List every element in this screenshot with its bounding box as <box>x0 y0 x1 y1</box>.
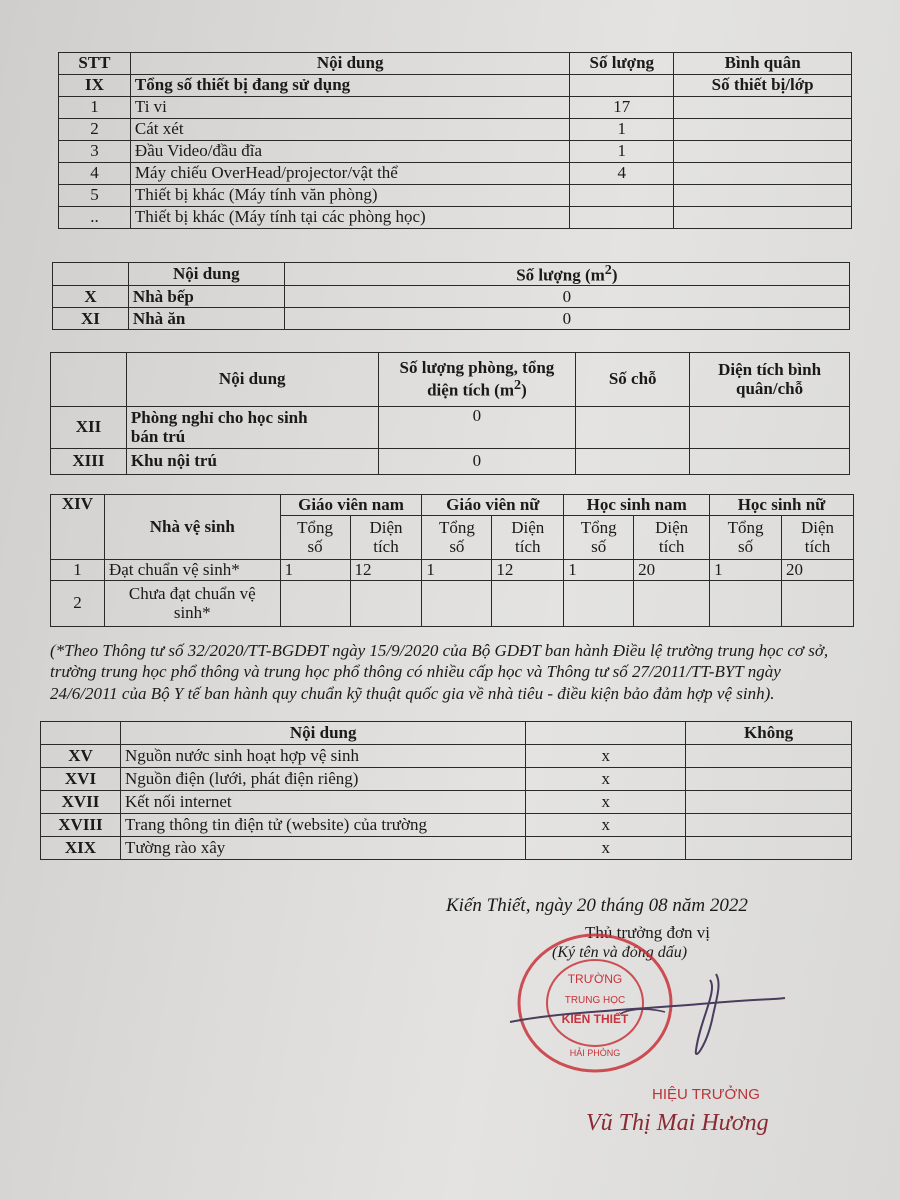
stt-header: STT <box>59 53 131 75</box>
row-stt: XVI <box>41 768 121 791</box>
sub-total-line2: số <box>449 536 465 556</box>
row-seats <box>576 407 690 449</box>
table-row <box>41 768 852 791</box>
signature-date: Kiến Thiết, ngày 20 tháng 08 năm 2022 <box>446 895 748 916</box>
row-value: 20 <box>782 560 854 581</box>
row-qty: 1 <box>570 119 674 141</box>
row-seats <box>576 449 690 475</box>
table-row <box>41 837 852 860</box>
sub-total-line1: Tổng <box>438 517 475 537</box>
row-content: Ti vi <box>130 97 569 119</box>
rooms-header-line1: Số lượng phòng, tổng <box>399 357 555 377</box>
row-content-line1: Phòng nghỉ cho học sinh <box>130 407 308 427</box>
sub-total-line1: Tổng <box>297 517 333 537</box>
equipment-table <box>58 52 852 229</box>
row-stt: 5 <box>59 185 131 207</box>
sub-area <box>492 516 564 560</box>
stt-header <box>53 263 129 286</box>
sub-total <box>280 516 350 560</box>
row-value <box>280 581 350 627</box>
footnote: (*Theo Thông tư số 32/2020/TT-BGDĐT ngày 15/9/2020 của Bộ GDĐT ban hành Điều lệ trường trung học cơ sở, trường trung học phổ thông và trung học phổ thông có nhiều cấp học và Thông tư số 27/2011/TT-BYT ngày 24/6/2011 của Bộ Y tế ban hành quy chuẩn kỹ thuật quốc gia về nhà tiêu - điều kiện bảo đảm hợp vệ sinh). <box>50 641 829 703</box>
table-header-row <box>51 495 854 516</box>
row-rooms: 0 <box>378 407 576 449</box>
qty-header <box>284 263 849 286</box>
group-male-students: Học sinh nam <box>564 495 710 516</box>
qty-header-end: ) <box>611 265 618 285</box>
row-avg <box>674 185 852 207</box>
row-value <box>350 581 422 627</box>
row-content: Nhà ăn <box>128 308 284 330</box>
utilities-table <box>40 721 852 860</box>
row-content: Nguồn nước sinh hoạt hợp vệ sinh <box>120 745 525 768</box>
row-content: Nhà bếp <box>128 286 284 308</box>
row-stt: 4 <box>59 163 131 185</box>
toilet-table <box>50 494 854 627</box>
row-content: Máy chiếu OverHead/projector/vật thể <box>130 163 569 185</box>
avg-sub-header: Số thiết bị/lớp <box>674 75 852 97</box>
seal-city-text: HẢI PHÒNG <box>569 1048 621 1058</box>
sub-total <box>564 516 634 560</box>
row-content-line2: bán trú <box>130 426 186 446</box>
sub-total-line1: Tổng <box>727 517 764 537</box>
content-header: Nội dung <box>126 353 378 407</box>
sub-total <box>422 516 492 560</box>
table-row <box>59 163 852 185</box>
rooms-header <box>378 353 576 407</box>
stt-header <box>41 722 121 745</box>
table-row <box>59 75 852 97</box>
row-content: Kết nối internet <box>120 791 525 814</box>
row-value <box>634 581 710 627</box>
row-no <box>686 814 852 837</box>
row-qty: 4 <box>570 163 674 185</box>
yes-header <box>526 722 686 745</box>
sub-area <box>350 516 422 560</box>
row-area <box>690 407 850 449</box>
group-female-students: Học sinh nữ <box>710 495 854 516</box>
signature-icon <box>500 960 790 1070</box>
row-value <box>710 581 782 627</box>
content-header: Nội dung <box>130 53 569 75</box>
row-label-line2: sinh* <box>173 602 211 622</box>
signature-subtitle: (Ký tên và đóng dấu) <box>552 944 688 961</box>
area-header-line2: quân/chỗ <box>736 378 804 398</box>
row-label <box>104 581 280 627</box>
table-row <box>51 449 850 475</box>
table-row <box>51 581 854 627</box>
row-content: Thiết bị khác (Máy tính văn phòng) <box>130 185 569 207</box>
row-qty: 0 <box>284 308 849 330</box>
qty-header-sup: 2 <box>604 262 612 278</box>
row-value: 20 <box>634 560 710 581</box>
row-no <box>686 768 852 791</box>
principal-role: HIỆU TRƯỞNG <box>652 1086 760 1103</box>
sub-area-line1: Diện <box>511 517 545 537</box>
seal-top-text: TRƯỜNG <box>567 972 623 986</box>
sub-area-line2: tích <box>658 536 685 556</box>
row-value <box>564 581 634 627</box>
row-content: Trang thông tin điện tử (website) của trường <box>120 814 525 837</box>
table-header-row <box>41 722 852 745</box>
table-row <box>59 97 852 119</box>
row-value: 1 <box>422 560 492 581</box>
sub-area <box>782 516 854 560</box>
table-row <box>51 407 850 449</box>
rooms-header-end: ) <box>521 380 527 400</box>
group-stt: IX <box>59 75 131 97</box>
sub-area-line2: tích <box>373 536 399 556</box>
qty-header: Số lượng <box>570 53 674 75</box>
row-value: 12 <box>492 560 564 581</box>
row-qty: 0 <box>284 286 849 308</box>
row-stt: .. <box>59 207 131 229</box>
row-avg <box>674 207 852 229</box>
group-male-teachers: Giáo viên nam <box>280 495 422 516</box>
rooms-header-line2: diện tích (m <box>427 380 514 400</box>
qty-header-text: Số lượng (m <box>516 265 605 285</box>
table-header-row <box>53 263 850 286</box>
content-header: Nội dung <box>120 722 525 745</box>
row-qty <box>570 185 674 207</box>
row-value: 1 <box>710 560 782 581</box>
table-header-row <box>59 53 852 75</box>
table-row <box>59 185 852 207</box>
row-rooms: 0 <box>378 449 576 475</box>
sub-area <box>634 516 710 560</box>
area-header <box>690 353 850 407</box>
row-qty: 1 <box>570 141 674 163</box>
toilet-title: Nhà vệ sinh <box>104 495 280 560</box>
row-avg <box>674 97 852 119</box>
rooms-header-sup: 2 <box>513 376 522 393</box>
group-content: Tổng số thiết bị đang sử dụng <box>130 75 569 97</box>
row-content: Khu nội trú <box>126 449 378 475</box>
table-row <box>41 791 852 814</box>
row-stt: XII <box>51 407 127 449</box>
row-stt: 2 <box>51 581 105 627</box>
sub-area-line2: tích <box>804 536 831 556</box>
row-stt: XIX <box>41 837 121 860</box>
boarding-table <box>50 352 850 475</box>
sub-area-line1: Diện <box>369 517 403 537</box>
row-stt: X <box>53 286 129 308</box>
no-header: Không <box>686 722 852 745</box>
table-row <box>59 119 852 141</box>
table-header-row <box>51 353 850 407</box>
area-header-line1: Diện tích bình <box>718 359 822 379</box>
row-yes-mark: x <box>526 768 686 791</box>
sub-total-line2: số <box>737 536 754 556</box>
signature-title: Thủ trưởng đơn vị <box>585 923 710 942</box>
row-avg <box>674 141 852 163</box>
row-stt: 1 <box>59 97 131 119</box>
seal-name-text: KIẾN THIẾT <box>561 1012 629 1026</box>
row-label: Đạt chuẩn vệ sinh* <box>104 560 280 581</box>
row-content: Tường rào xây <box>120 837 525 860</box>
row-value <box>492 581 564 627</box>
table-row <box>59 141 852 163</box>
seats-header: Số chỗ <box>576 353 690 407</box>
row-content: Cát xét <box>130 119 569 141</box>
row-yes-mark: x <box>526 837 686 860</box>
row-qty: 17 <box>570 97 674 119</box>
row-stt: 1 <box>51 560 105 581</box>
avg-header: Bình quân <box>674 53 852 75</box>
table-row <box>41 814 852 837</box>
row-no <box>686 791 852 814</box>
principal-name: Vũ Thị Mai Hương <box>586 1110 769 1136</box>
table-row <box>51 560 854 581</box>
stt-header <box>51 353 127 407</box>
row-content: Nguồn điện (lưới, phát điện riêng) <box>120 768 525 791</box>
row-content: Thiết bị khác (Máy tính tại các phòng học) <box>130 207 569 229</box>
sub-total-line2: số <box>307 536 323 556</box>
sub-total <box>710 516 782 560</box>
sub-total-line2: số <box>591 536 607 556</box>
row-no <box>686 745 852 768</box>
sub-area-line1: Diện <box>800 517 835 537</box>
row-stt: XVIII <box>41 814 121 837</box>
row-yes-mark: x <box>526 814 686 837</box>
row-no <box>686 837 852 860</box>
row-content <box>126 407 378 449</box>
row-stt: 2 <box>59 119 131 141</box>
row-value: 12 <box>350 560 422 581</box>
row-avg <box>674 163 852 185</box>
group-qty <box>570 75 674 97</box>
row-label-line1: Chưa đạt chuẩn vệ <box>128 583 256 603</box>
row-avg <box>674 119 852 141</box>
row-value: 1 <box>564 560 634 581</box>
row-value <box>782 581 854 627</box>
toilet-stt: XIV <box>51 495 105 560</box>
content-header: Nội dung <box>128 263 284 286</box>
group-female-teachers: Giáo viên nữ <box>422 495 564 516</box>
sub-total-line1: Tổng <box>580 517 617 537</box>
row-stt: XI <box>53 308 129 330</box>
table-row <box>53 308 850 330</box>
row-qty <box>570 207 674 229</box>
row-stt: 3 <box>59 141 131 163</box>
row-stt: XIII <box>51 449 127 475</box>
row-yes-mark: x <box>526 745 686 768</box>
sub-area-line2: tích <box>515 536 541 556</box>
sub-area-line1: Diện <box>655 517 689 537</box>
row-area <box>690 449 850 475</box>
table-row <box>53 286 850 308</box>
row-value: 1 <box>280 560 350 581</box>
table-row <box>59 207 852 229</box>
row-stt: XV <box>41 745 121 768</box>
kitchen-table <box>52 262 850 330</box>
row-content: Đầu Video/đầu đĩa <box>130 141 569 163</box>
seal-mid-text: TRUNG HỌC <box>564 995 626 1006</box>
row-stt: XVII <box>41 791 121 814</box>
row-value <box>422 581 492 627</box>
table-row <box>41 745 852 768</box>
row-yes-mark: x <box>526 791 686 814</box>
